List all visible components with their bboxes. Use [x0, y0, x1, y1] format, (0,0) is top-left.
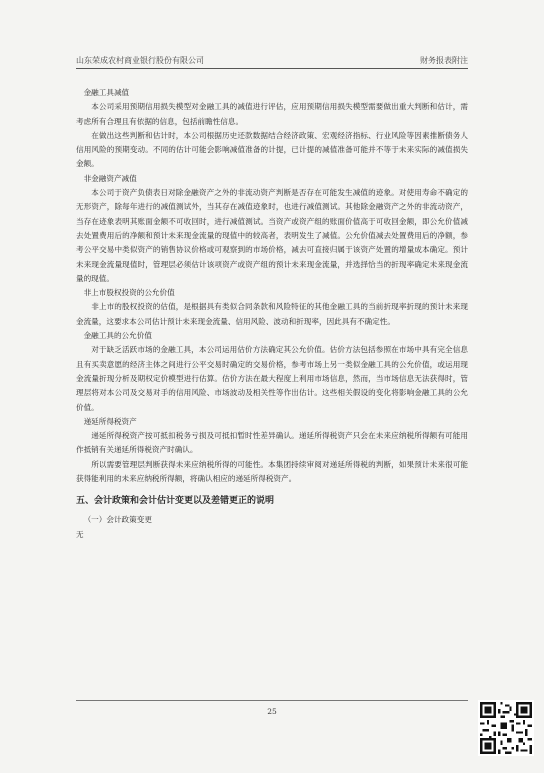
- page-header: [76, 54, 468, 69]
- section-heading: 五、会计政策和会计估计变更以及差错更正的说明: [76, 496, 275, 507]
- paragraph: 非上市的股权投资的估值，是根据具有类似合同条款和风险特征的其他金融工具的当前折现率折现的预计未来现金流量，这要求本公司估计预计未来现金流量、信用风险、波动和折现率，因此具有不确定性。: [76, 302, 468, 326]
- company-name: 山东荣成农村商业银行股份有限公司: [76, 56, 204, 65]
- paragraph: 本公司于资产负债表日对除金融资产之外的非流动资产判断是否存在可能发生减值的迹象。对使用寿命不确定的无形资产，除每年进行的减值测试外，当其存在减值迹象时，也进行减值测试。其他除金融资产之外的非流动资产，当存在迹象表明其账面金额不可收回时，进行减值测试。当资产或资产组的账面价值高于可收回金额，即公允价值减去处置费用后的净额和预计未来现金流量的现值中的较高者，表明发生了减值。公允价值减去处置费用后的净额，参考公平交易中类似资产的销售协议价格或可观察到的市场价格，减去可直接归属于该资产处置的增量成本确定。预计未来现金流量现值时，管理层必须估计该项资产或资产组的预计未来现金流量，并选择恰当的折现率确定未来现金流量的现值。: [76, 188, 468, 283]
- paragraph: 对于缺乏活跃市场的金融工具，本公司运用估价方法确定其公允价值。估价方法包括参照在市场中具有完全信息且有买卖意愿的经济主体之间进行公平交易时确定的交易价格，参考市场上另一类似金融工具的公允价值，或运用现金流量折现分析及期权定价模型进行估算。估价方法在最大程度上利用市场信息，然而，当市场信息无法获得时，管理层将对本公司及交易对手的信用风险、市场波动及相关性等作出估计。这些相关假设的变化将影响金融工具的公允价值。: [76, 345, 468, 412]
- subsection-heading: （一）会计政策变更: [83, 515, 152, 525]
- paragraph: 所以需要管理层判断获得未来应纳税所得的可能性。本集团持续审阅对递延所得税的判断，如果预计未来很可能获得能利用的未来应纳税所得额，将确认相应的递延所得税资产。: [76, 459, 468, 484]
- page-body: [76, 86, 468, 542]
- subheading-deferred-tax: 递延所得税资产: [83, 416, 137, 426]
- document-title: 财务报表附注: [420, 56, 468, 65]
- subheading-impairment: 金融工具减值: [83, 88, 130, 97]
- paragraph: 递延所得税资产按可抵扣税务亏损及可抵扣暂时性差异确认。递延所得税资产只会在未来应纳税所得额有可能用作抵销有关递延所得税资产时确认。: [76, 431, 468, 455]
- page-number: 25: [267, 707, 277, 716]
- qr-code-icon: [478, 700, 534, 756]
- paragraph: 本公司采用预期信用损失模型对金融工具的减值进行评估，应用预期信用损失模型需要做出重大判断和估计，需考虑所有合理且有依据的信息，包括前瞻性信息。: [76, 102, 468, 126]
- none-text: 无: [76, 530, 84, 540]
- paragraph: 在做出这些判断和估计时，本公司根据历史还款数据结合经济政策、宏观经济指标、行业风险等因素推断债务人信用风险的预期变动。不同的估计可能会影响减值准备的计提，已计提的减值准备可能并不等于未来实际的减值损失金额。: [76, 130, 468, 169]
- subheading-fair-value: 金融工具的公允价值: [83, 331, 152, 341]
- subheading-nonfinancial-impairment: 非金融资产减值: [83, 173, 137, 183]
- footer-divider: [76, 700, 468, 701]
- subheading-unlisted-equity: 非上市股权投资的公允价值: [83, 288, 175, 298]
